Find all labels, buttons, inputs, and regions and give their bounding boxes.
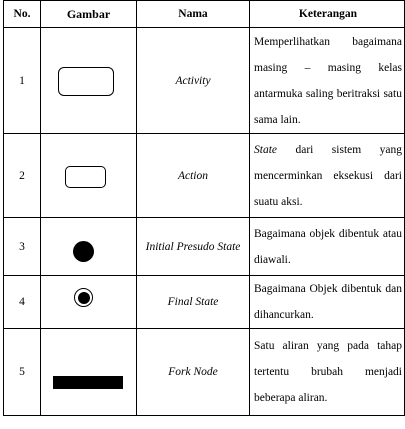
header-nama: Nama xyxy=(137,1,250,28)
action-symbol xyxy=(65,166,106,188)
symbol-cell xyxy=(41,276,137,329)
description-italic-term: State xyxy=(254,143,277,156)
table-row xyxy=(4,329,405,416)
header-keterangan: Keterangan xyxy=(250,1,405,28)
row-number: 2 xyxy=(4,134,41,218)
symbol-cell xyxy=(41,134,137,218)
symbol-description xyxy=(250,134,405,218)
final-state-inner-dot xyxy=(78,292,90,304)
table-row xyxy=(4,218,405,276)
symbol-cell xyxy=(41,218,137,276)
row-number: 4 xyxy=(4,276,41,329)
fork-node-symbol xyxy=(53,376,123,389)
symbol-name: Action xyxy=(137,134,250,218)
symbol-cell xyxy=(41,329,137,416)
activity-diagram-symbol-table xyxy=(3,0,405,416)
table-row xyxy=(4,134,405,218)
row-number: 3 xyxy=(4,218,41,276)
symbol-name: Initial Presudo State xyxy=(137,218,250,276)
final-state-symbol xyxy=(74,288,93,307)
initial-state-symbol xyxy=(73,241,94,262)
table-header-row xyxy=(4,1,405,28)
symbol-cell xyxy=(41,28,137,134)
symbol-description: Bagaimana Objek dibentuk dan dihancurkan. xyxy=(250,276,405,329)
symbol-description: Bagaimana objek dibentuk atau diawali. xyxy=(250,218,405,276)
symbol-description: Satu aliran yang pada tahap tertentu brubah menjadi beberapa aliran. xyxy=(250,329,405,416)
header-gambar: Gambar xyxy=(41,1,137,28)
row-number: 1 xyxy=(4,28,41,134)
header-no: No. xyxy=(4,1,41,28)
table-row xyxy=(4,276,405,329)
activity-symbol xyxy=(58,67,114,96)
table-row xyxy=(4,28,405,134)
row-number: 5 xyxy=(4,329,41,416)
symbol-description: Memperlihatkan bagaimana masing – masing kelas antarmuka saling beritraksi satu sama lain. xyxy=(250,28,405,134)
symbol-name: Fork Node xyxy=(137,329,250,416)
symbol-name: Final State xyxy=(137,276,250,329)
description-text: dari sistem yang mencerminkan eksekusi dari suatu aksi. xyxy=(254,143,402,208)
symbol-name: Activity xyxy=(137,28,250,134)
